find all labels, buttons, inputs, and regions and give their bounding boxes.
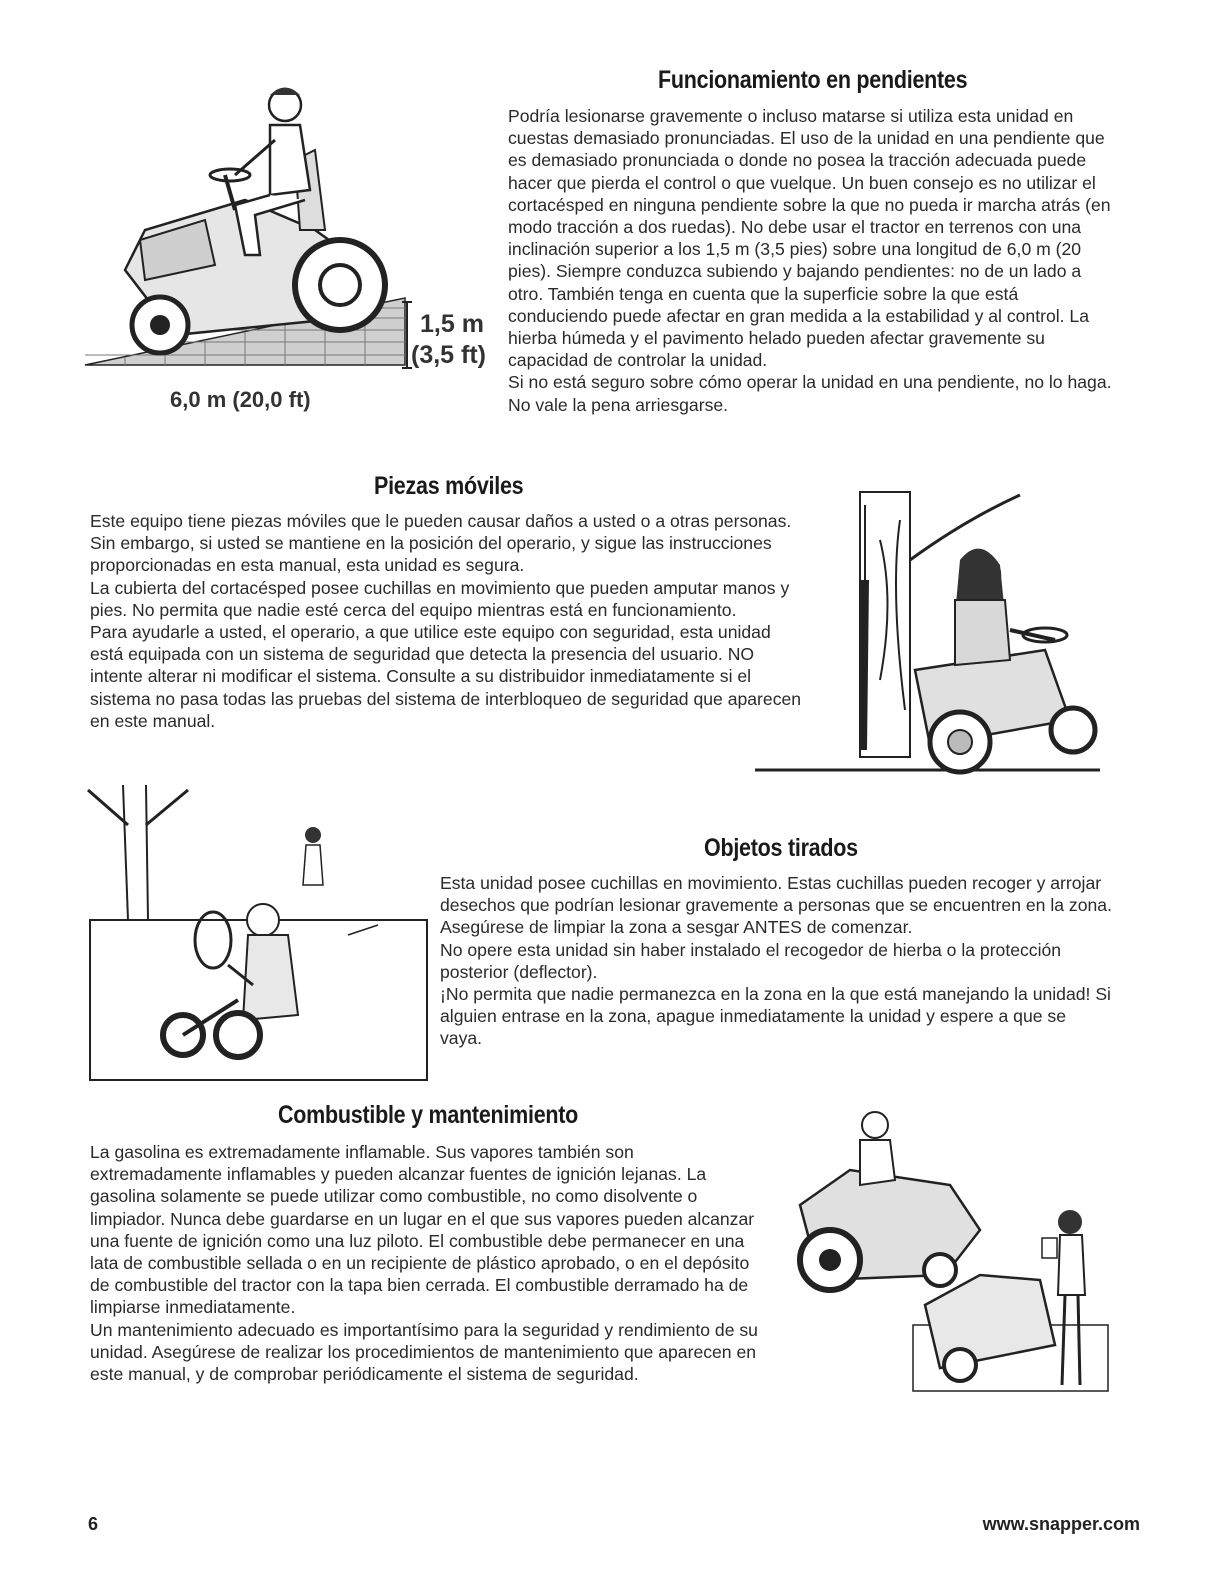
footer-website: www.snapper.com: [982, 1514, 1140, 1534]
thrown-objects-paragraph-3: ¡No permita que nadie permanezca en la zona en la que está manejando la unidad! Si alguien entrase en la zona, apague inmediatamente la unidad y espere a que se vaya.: [440, 984, 1111, 1049]
fuel-text: [90, 1141, 762, 1385]
thrown-objects-text: [440, 872, 1112, 1050]
thrown-objects-heading: Objetos tirados: [704, 834, 858, 862]
thrown-objects-paragraph-1: Esta unidad posee cuchillas en movimiento. Estas cuchillas pueden recoger y arrojar desechos que podrían lesionar gravemente a personas que se encuentren en la zona. Asegúrese de limpiar la zona a sesgar ANTES de comenzar.: [440, 873, 1112, 938]
slopes-paragraph-1: Podría lesionarse gravemente o incluso matarse si utiliza esta unidad en cuestas demasiado pronunciadas. El uso de la unidad en una pendiente que es demasiado pronunciada o donde no posea la tracción adecuada puede hacer que pierda el control o que vuelque. Un buen consejo es no utilizar el cortacésped en ninguna pendiente sobre la que no pueda ir marcha atrás (en modo tracción a dos ruedas). No debe usar el tractor en terrenos con una inclinación superior a los 1,5 m (3,5 pies) sobre una longitud de 6,0 m (20 pies). Siempre conduzca subiendo y bajando pendientes: no de un lado a otro. También tenga en cuenta que la superficie sobre la que está conduciendo puede afectar en gran medida a la estabilidad y al control. La hierba húmeda y el pavimento helado pueden afectar gravemente su capacidad de controlar la unidad.: [508, 106, 1111, 371]
slope-tractor-illustration: [85, 80, 415, 380]
fuel-paragraph-1: La gasolina es extremadamente inflamable. Sus vapores también son extremadamente inflamables y pueden alcanzar fuentes de ignición lejanas. La gasolina solamente se puede utilizar como combustible, no como disolvente o limpiador. Nunca debe guardarse en un lugar en el que sus vapores pueden alcanzar una fuente de ignición como una luz piloto. El combustible debe permanecer en una lata de combustible sellada o en un recipiente de plástico aprobado, o en el depósito de combustible del tractor con la tapa bien cerrada. El combustible derramado ha de limpiarse inmediatamente.: [90, 1142, 755, 1318]
slopes-heading: Funcionamiento en pendientes: [658, 66, 968, 94]
slope-height-label-ft: (3,5 ft): [411, 341, 486, 369]
fuel-heading: Combustible y mantenimiento: [278, 1101, 579, 1129]
slope-height-label-m: 1,5 m: [420, 310, 484, 338]
maintenance-illustration: [780, 1110, 1110, 1395]
thrown-objects-paragraph-2: No opere esta unidad sin haber instalado el recogedor de hierba o la protección posterior (deflector).: [440, 939, 1062, 982]
slopes-text: [508, 105, 1118, 416]
fuel-paragraph-2: Un mantenimiento adecuado es importantísimo para la seguridad y rendimiento de su unidad. Asegúrese de realizar los procedimientos de mantenimiento que aparecen en este manual, y de comprobar periódicamente el sistema de seguridad.: [90, 1319, 758, 1385]
moving-parts-heading: Piezas móviles: [374, 472, 524, 500]
tree-rider-illustration: [755, 480, 1100, 795]
slope-length-label-container: [170, 387, 311, 412]
moving-parts-paragraph-2: La cubierta del cortacésped posee cuchillas en movimiento que pueden amputar manos y pies. No permita que nadie esté cerca del equipo mientras está en funcionamiento.: [90, 577, 790, 620]
slope-length-label: 6,0 m (20,0 ft): [170, 387, 311, 412]
moving-parts-text: [90, 510, 802, 732]
slopes-paragraph-2: Si no está seguro sobre cómo operar la unidad en una pendiente, no lo haga. No vale la pena arriesgarse.: [508, 372, 1112, 415]
child-area-illustration: [88, 785, 433, 1085]
moving-parts-paragraph-1: Este equipo tiene piezas móviles que le pueden causar daños a usted o a otras personas. Sin embargo, si usted se mantiene en la posición del operario, y sigue las instrucciones proporcionadas en esta manual, esta unidad es segura.: [90, 511, 792, 576]
page-number: 6: [88, 1514, 99, 1534]
moving-parts-paragraph-3: Para ayudarle a usted, el operario, a que utilice este equipo con seguridad, esta unidad está equipada con un sistema de seguridad que detecta la presencia del usuario. NO intente alterar ni modificar el sistema. Consulte a su distribuidor inmediatamente si el sistema no pasa todas las pruebas del sistema de interbloqueo de seguridad que aparecen en este manual.: [90, 622, 802, 731]
